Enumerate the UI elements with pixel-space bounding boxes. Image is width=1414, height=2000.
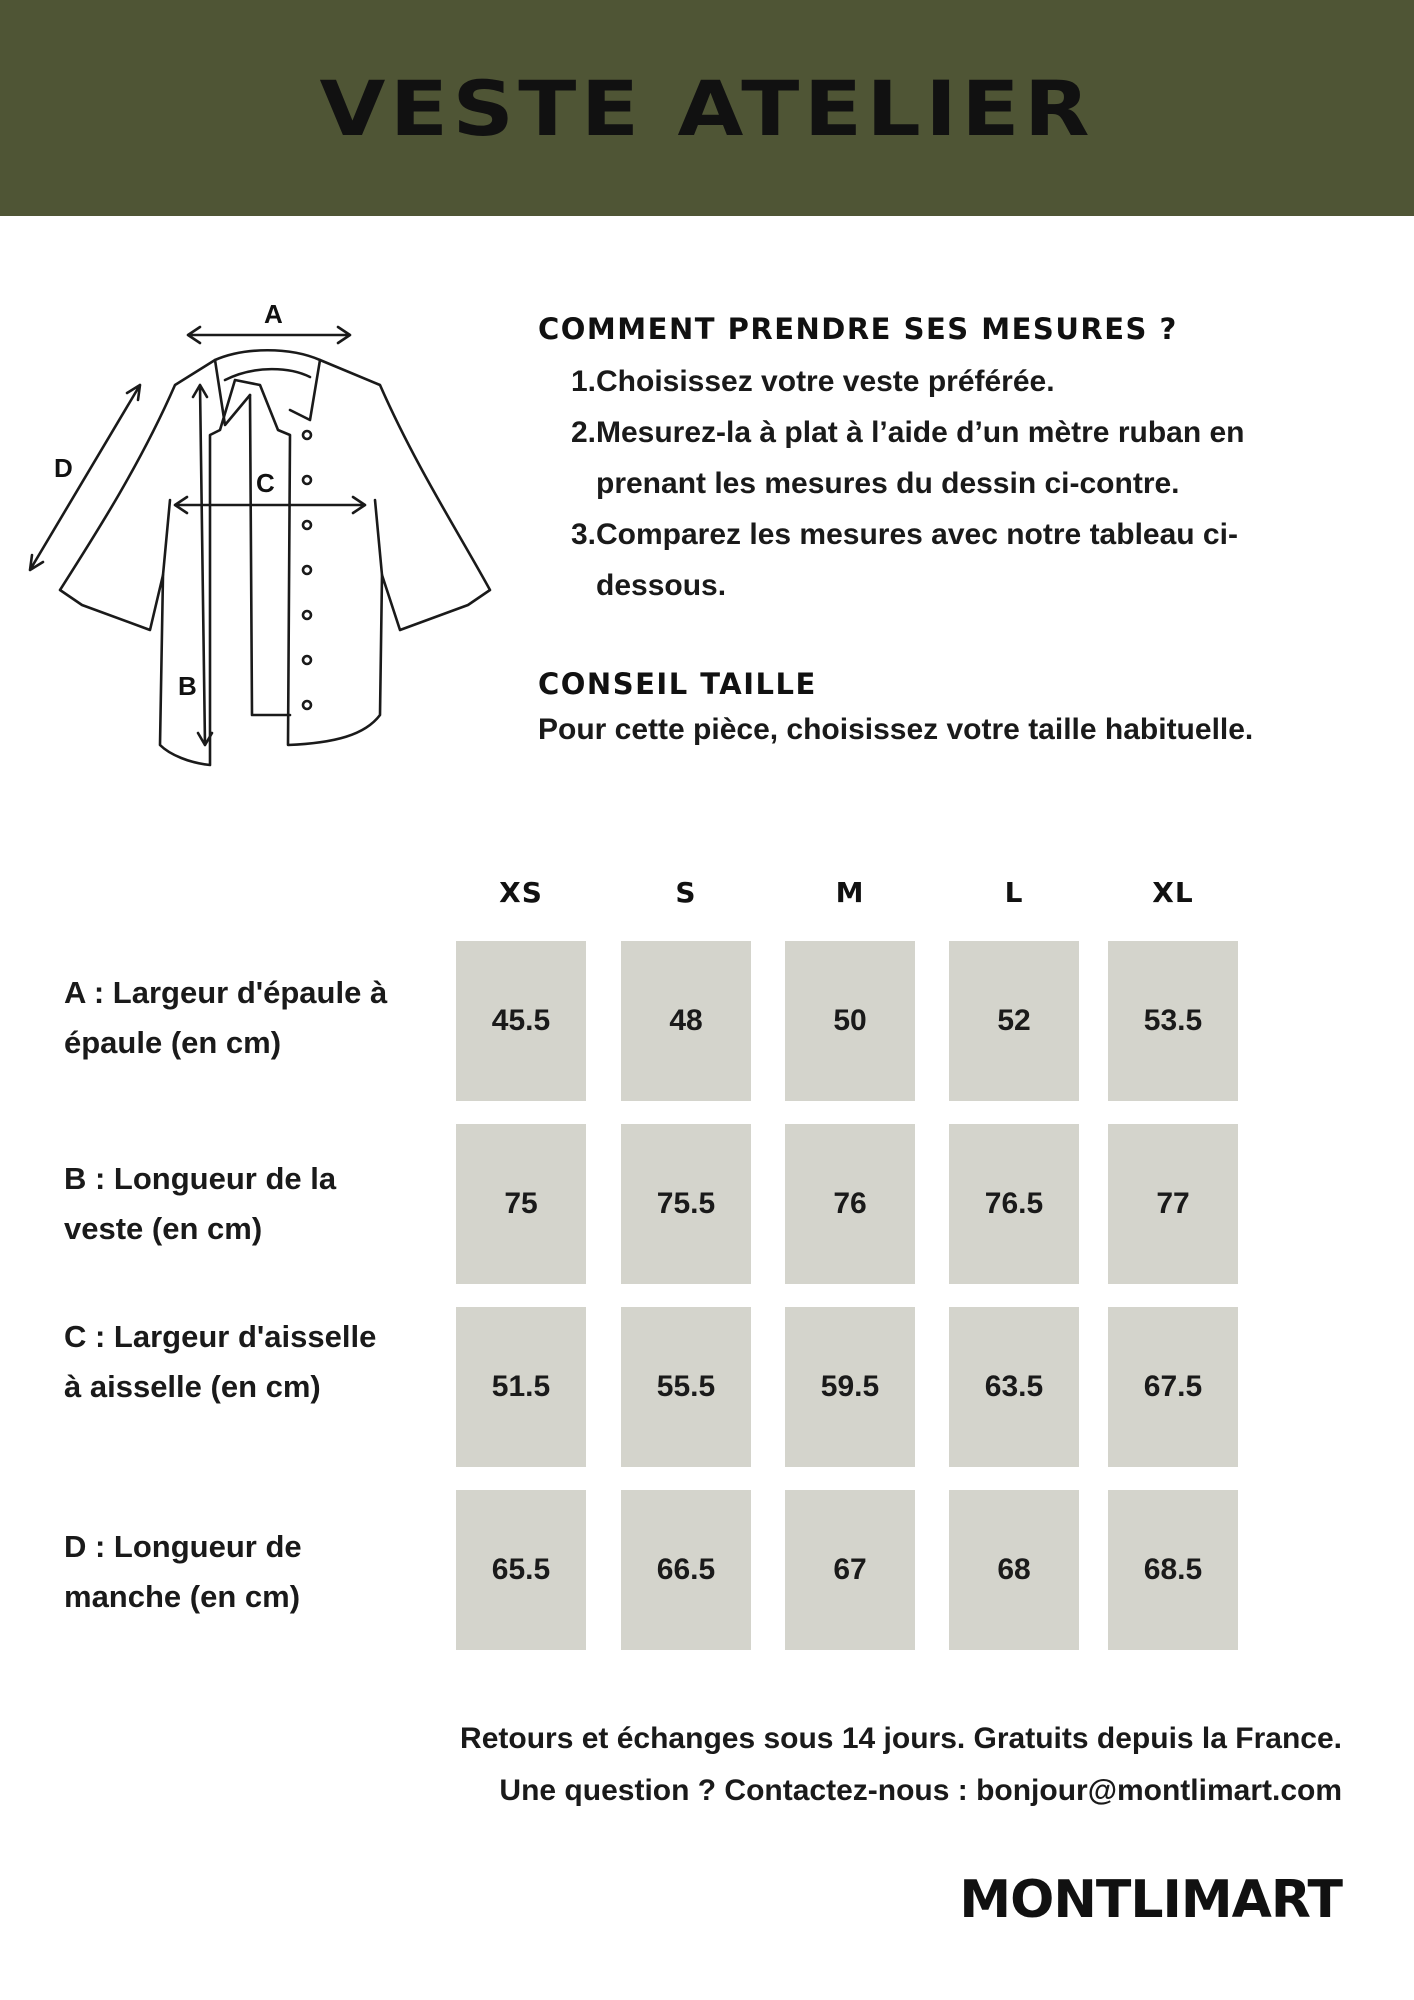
size-cell: 75 [456,1124,586,1284]
size-cell: 53.5 [1108,941,1238,1101]
size-cell: 52 [949,941,1079,1101]
diagram-label-d: D [54,453,73,483]
header-banner [0,0,1414,216]
row-label-c: C : Largeur d'aisselle à aisselle (en cm) [64,1319,377,1404]
size-cell: 45.5 [456,941,586,1101]
size-cell: 63.5 [949,1307,1079,1467]
size-cell: 51.5 [456,1307,586,1467]
footer-info [460,1713,1342,1817]
page-title: VESTE ATELIER [319,63,1095,153]
size-cell: 77 [1108,1124,1238,1284]
measurement-instructions [538,312,1358,747]
size-cell: 50 [785,941,915,1101]
size-header-xl: XL [1152,876,1194,909]
contact-note: Une question ? Contactez-nous : bonjour@montlimart.com [499,1774,1342,1807]
size-cell: 75.5 [621,1124,751,1284]
size-cell: 68 [949,1490,1079,1650]
row-label-a: A : Largeur d'épaule à épaule (en cm) [64,975,388,1060]
brand-logo: MONTLIMART [959,1870,1342,1930]
size-header-xs: XS [499,876,543,909]
size-cell: 66.5 [621,1490,751,1650]
size-header-s: S [675,876,697,909]
size-advice [538,667,1358,747]
size-cell: 76 [785,1124,915,1284]
size-cell: 55.5 [621,1307,751,1467]
diagram-label-b: B [178,671,197,701]
instruction-step: 2. Mesurez-la à plat à l’aide d’un mètre ruban en prenant les mesures du dessin ci-contre. [570,416,1245,500]
advice-text: Pour cette pièce, choisissez votre taille habituelle. [538,713,1254,746]
returns-note: Retours et échanges sous 14 jours. Gratuits depuis la France. [460,1722,1342,1755]
size-cell: 59.5 [785,1307,915,1467]
instruction-steps [538,356,1358,611]
diagram-label-a: A [264,299,283,329]
jacket-measurement-diagram [20,285,500,785]
instructions-heading: COMMENT PRENDRE SES MESURES ? [538,312,1178,346]
instruction-step: 1. Choisissez votre veste préférée. [570,365,1055,398]
advice-heading: CONSEIL TAILLE [538,667,817,701]
size-cell: 76.5 [949,1124,1079,1284]
size-cell: 65.5 [456,1490,586,1650]
size-cell: 67 [785,1490,915,1650]
size-cell: 68.5 [1108,1490,1238,1650]
instruction-step: 3. Comparez les mesures avec notre tableau ci-dessous. [570,518,1238,602]
diagram-label-c: C [256,468,275,498]
row-label-b: B : Longueur de la veste (en cm) [64,1161,337,1246]
row-label-d: D : Longueur de manche (en cm) [64,1529,302,1614]
size-header-l: L [1004,876,1024,909]
size-cell: 48 [621,941,751,1101]
size-header-m: M [835,876,865,909]
size-cell: 67.5 [1108,1307,1238,1467]
